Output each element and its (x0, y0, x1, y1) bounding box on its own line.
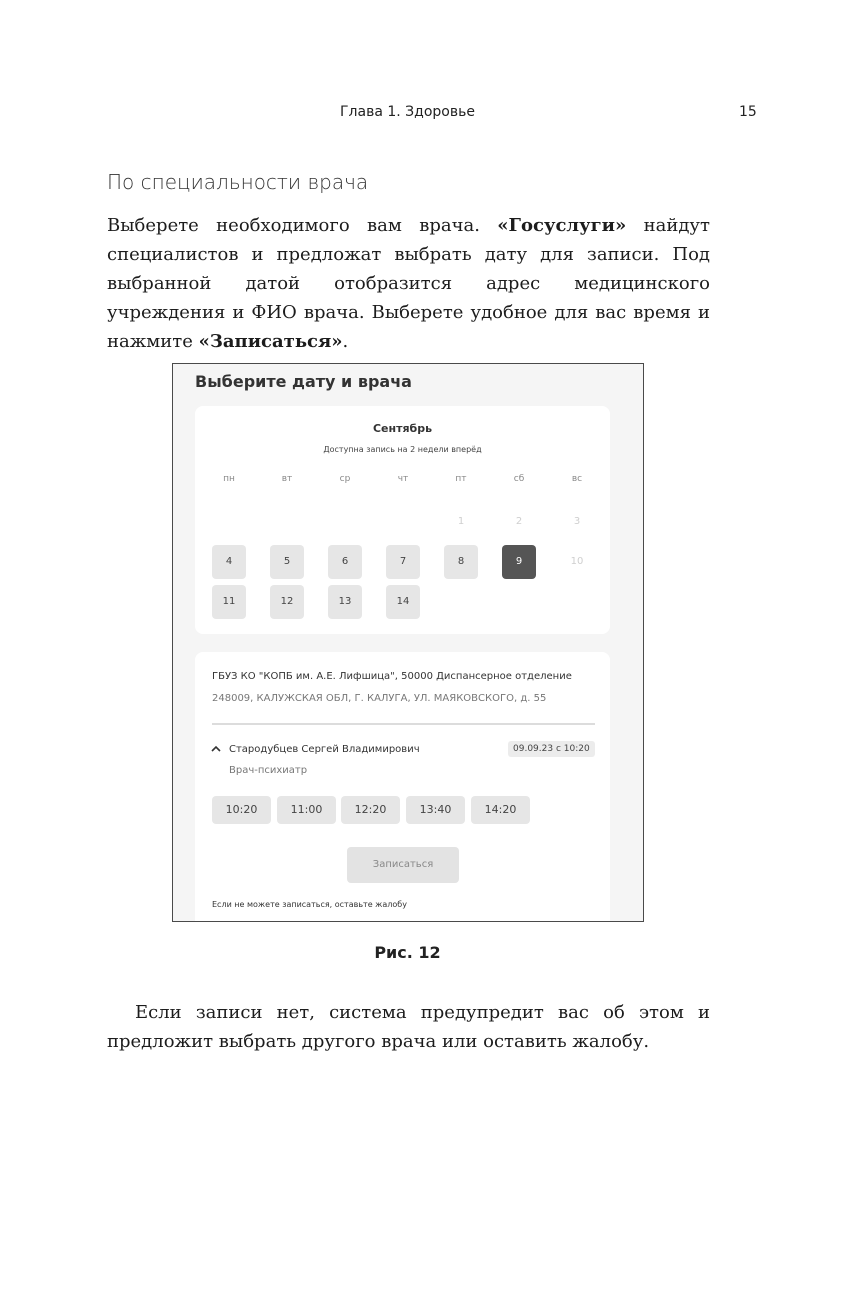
day-10: 10 (570, 556, 584, 567)
time-slot-1220[interactable]: 12:20 (341, 796, 400, 824)
day-12[interactable]: 12 (270, 585, 304, 619)
day-4[interactable]: 4 (212, 545, 246, 579)
screenshot-figure (172, 363, 644, 922)
appointment-card (195, 652, 610, 922)
day-8[interactable]: 8 (444, 545, 478, 579)
calendar-card (195, 406, 610, 634)
doctor-name[interactable]: Стародубцев Сергей Владимирович (229, 744, 420, 755)
weekday-mon: пн (223, 474, 235, 484)
chevron-up-icon[interactable] (210, 744, 222, 754)
time-slot-1420[interactable]: 14:20 (471, 796, 530, 824)
running-head (0, 104, 845, 124)
paragraph-intro-part-2: найдут специалистов и предложат выбрать дату для записи. Под выбранной датой отобразится адрес медицинского учреждения и ФИО врача. Выберете удобное для вас время и нажмите (107, 215, 710, 352)
time-slot-1100[interactable]: 11:00 (277, 796, 336, 824)
weekday-fri: пт (455, 474, 467, 484)
paragraph-outro: Если записи нет, система предупредит вас об этом и предложит выбрать другого врача или оставить жалобу. (107, 1002, 710, 1052)
weekday-sat: сб (513, 474, 525, 484)
weekday-wed: ср (339, 474, 351, 484)
day-2: 2 (515, 516, 523, 527)
paragraph-intro-part-1: Выберете необходимого вам врача. (107, 215, 498, 236)
book-button[interactable]: Записаться (347, 847, 459, 883)
day-7[interactable]: 7 (386, 545, 420, 579)
date-badge: 09.09.23 с 10:20 (508, 741, 595, 757)
page-number: 15 (739, 104, 757, 120)
weekday-sun: вс (571, 474, 583, 484)
figure-caption: Рис. 12 (374, 943, 441, 962)
time-slot-1020[interactable]: 10:20 (212, 796, 271, 824)
weekday-thu: чт (397, 474, 409, 484)
paragraph-intro-part-3: . (342, 331, 349, 352)
day-11[interactable]: 11 (212, 585, 246, 619)
doctor-specialty: Врач-психиатр (229, 765, 308, 776)
chapter-title: Глава 1. Здоровье (340, 104, 475, 120)
time-slot-1340[interactable]: 13:40 (406, 796, 465, 824)
calendar-note: Доступна запись на 2 недели вперёд (323, 445, 482, 454)
day-13[interactable]: 13 (328, 585, 362, 619)
paragraph-intro (107, 211, 710, 356)
gosuslugi-bold: «Госуслуги» (497, 215, 627, 236)
zapisatsya-bold: «Записаться» (198, 331, 343, 352)
clinic-address: 248009, КАЛУЖСКАЯ ОБЛ, Г. КАЛУГА, УЛ. МАЯКОВСКОГО, д. 55 (212, 693, 547, 704)
day-6[interactable]: 6 (328, 545, 362, 579)
clinic-name: ГБУЗ КО "КОПБ им. А.Е. Лифшица", 50000 Диспансерное отделение (212, 671, 572, 682)
day-9-selected[interactable]: 9 (502, 545, 536, 579)
divider (212, 723, 595, 725)
day-5[interactable]: 5 (270, 545, 304, 579)
calendar-month: Сентябрь (372, 422, 433, 435)
weekday-tue: вт (281, 474, 293, 484)
section-heading: По специальности врача (107, 170, 369, 194)
day-1: 1 (457, 516, 465, 527)
complaint-link[interactable]: Если не можете записаться, оставьте жалобу (212, 900, 407, 909)
day-14[interactable]: 14 (386, 585, 420, 619)
form-title: Выберите дату и врача (195, 372, 412, 391)
day-3: 3 (573, 516, 581, 527)
